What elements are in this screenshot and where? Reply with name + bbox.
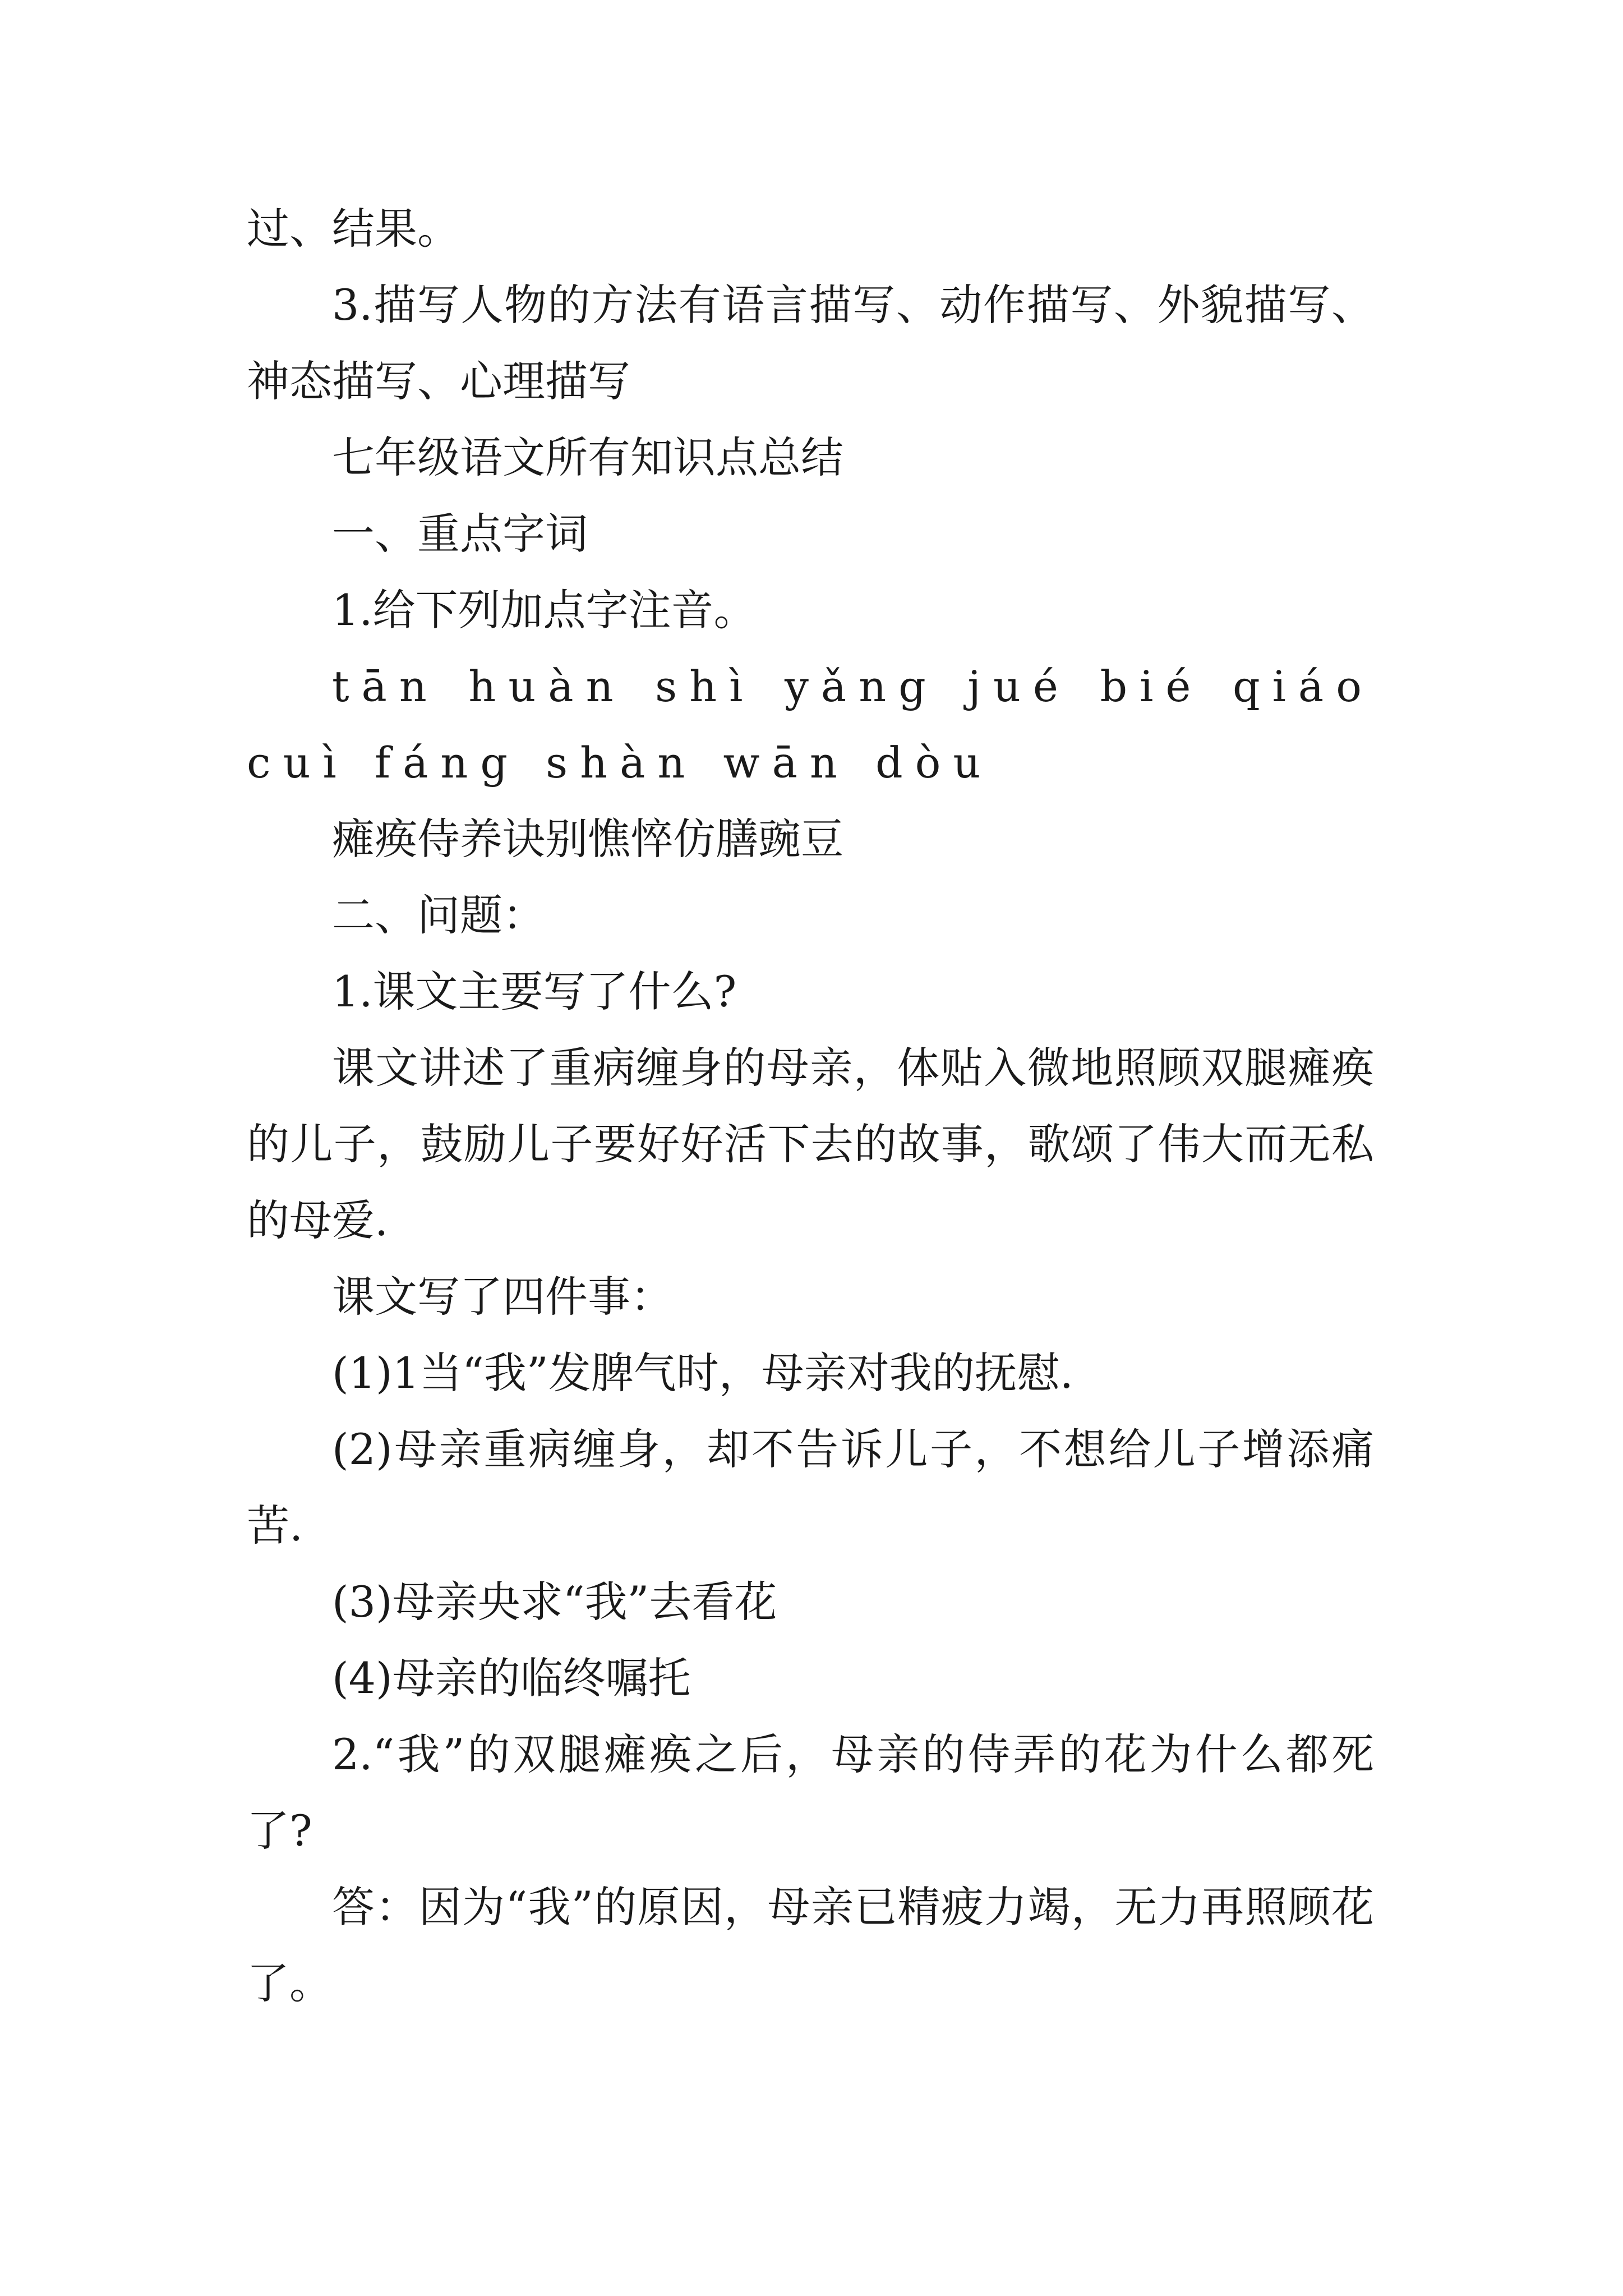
word-list: 瘫痪侍养诀别憔悴仿膳豌豆	[332, 814, 843, 864]
event-2: (2)母亲重病缠身，却不告诉儿子，不想给儿子增添痛苦.	[247, 1424, 1374, 1550]
answer-1: 课文讲述了重病缠身的母亲，体贴入微地照顾双腿瘫痪的儿子，鼓励儿子要好好活下去的故事，歌颂了伟大而无私的母爱.	[247, 1043, 1374, 1245]
question-1: 1.课文主要写了什么?	[332, 967, 737, 1016]
event-3: (3)母亲央求“我”去看花	[332, 1577, 777, 1627]
question-pronunciation: 1.给下列加点字注音。	[332, 585, 757, 635]
pinyin-line: tān huàn shì yǎng jué bié qiáo cuì fáng shàn wān dòu	[247, 661, 1374, 788]
paragraph-continuation: 过、结果。	[247, 204, 460, 254]
section-title: 七年级语文所有知识点总结	[332, 432, 843, 482]
events-intro: 课文写了四件事：	[332, 1272, 673, 1322]
heading-key-words: 一、重点字词	[332, 509, 588, 559]
event-1: (1)1当“我”发脾气时，母亲对我的抚慰.	[332, 1348, 1073, 1398]
question-2: 2.“我”的双腿瘫痪之后，母亲的侍弄的花为什么都死了?	[247, 1729, 1374, 1856]
document-body	[247, 191, 1374, 2022]
heading-questions: 二、问题：	[332, 890, 545, 940]
paragraph-description-methods: 3.描写人物的方法有语言描写、动作描写、外貌描写、神态描写、心理描写	[247, 280, 1374, 406]
answer-2: 答：因为“我”的原因，母亲已精疲力竭，无力再照顾花了。	[247, 1882, 1374, 2008]
event-4: (4)母亲的临终嘱托	[332, 1653, 691, 1703]
